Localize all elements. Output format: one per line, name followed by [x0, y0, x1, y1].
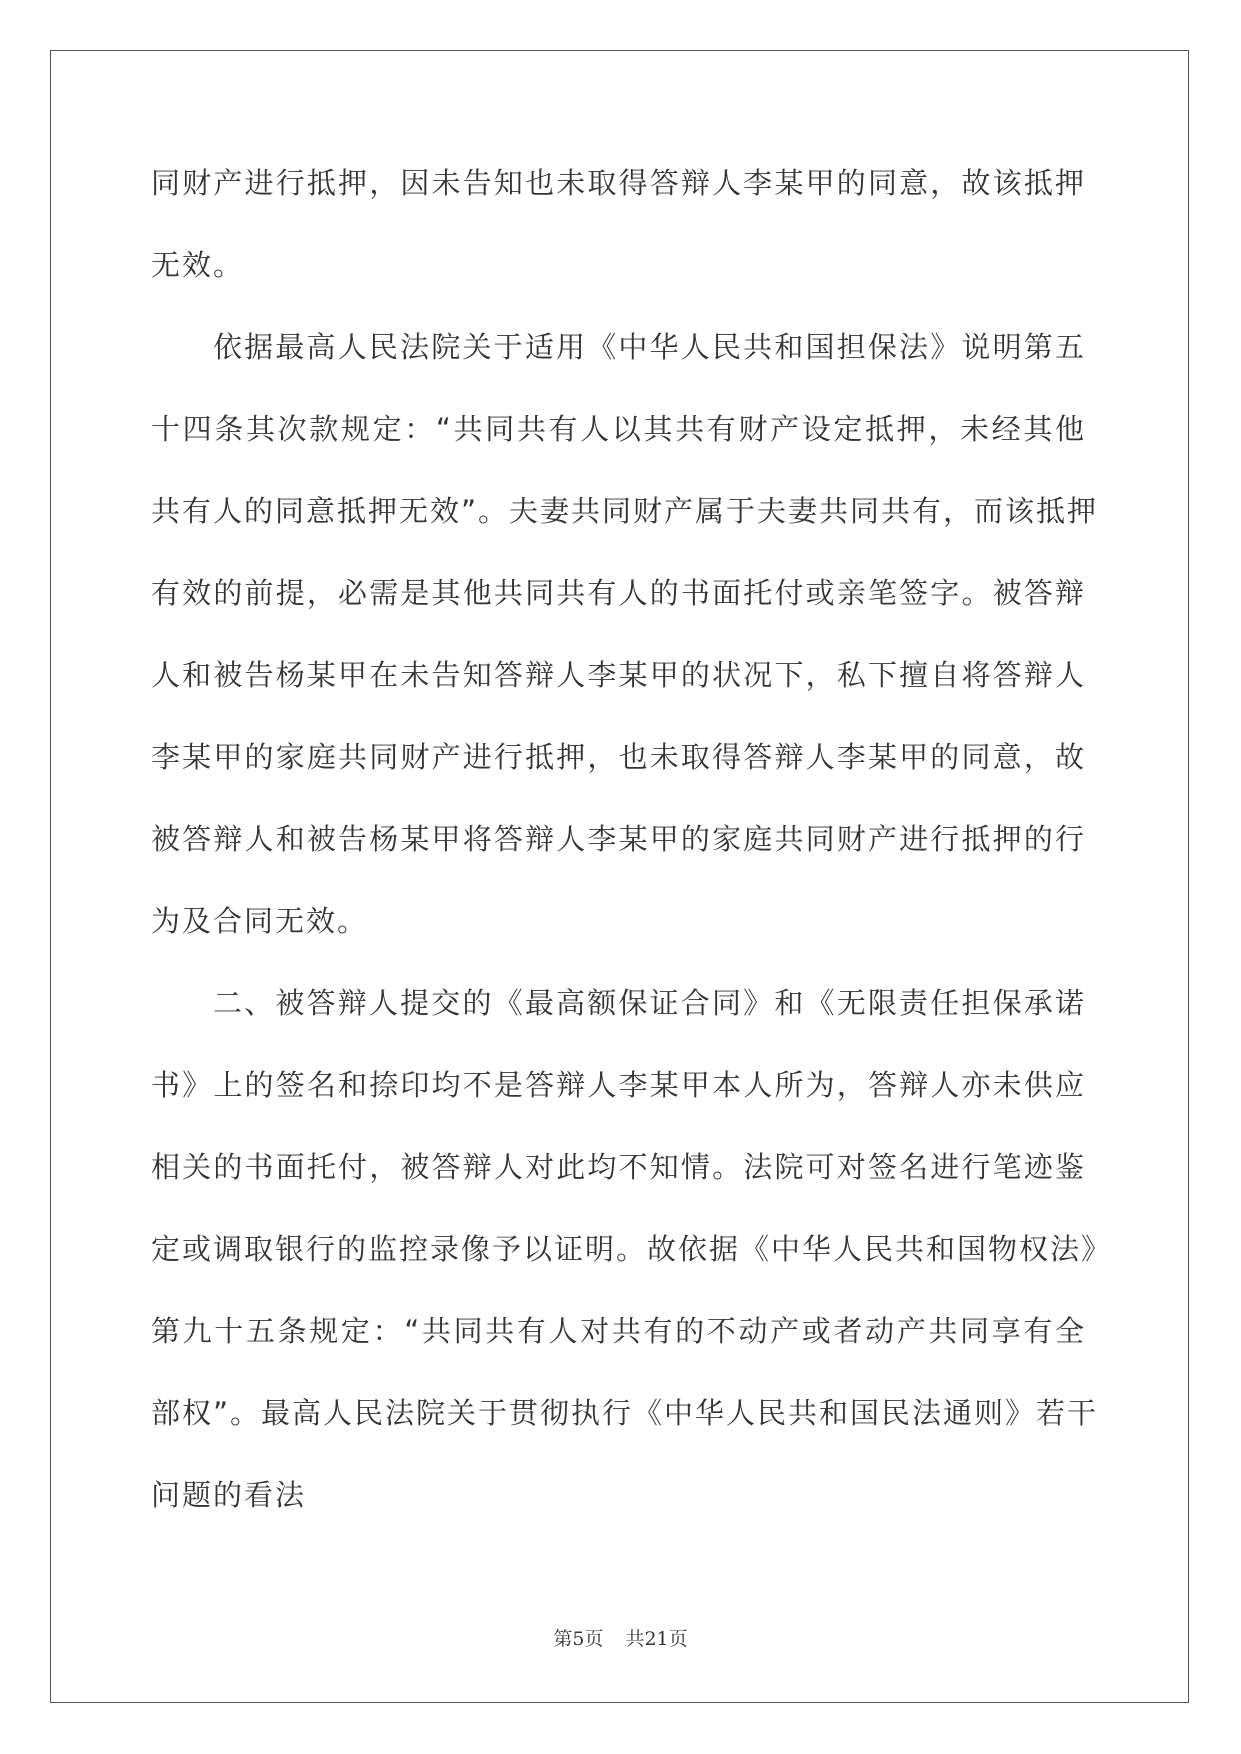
page-footer	[0, 1624, 1241, 1651]
paragraph-first-line: 依据最高人民法院关于适用《中华人民共和国担保法》说明第五	[213, 330, 1086, 364]
text-line: 第九十五条规定：“共同共有人对共有的不动产或者动产共同享有全	[151, 1314, 1086, 1348]
text-line: 共有人的同意抵押无效”。夫妻共同财产属于夫妻共同共有，而该抵押	[151, 494, 1099, 528]
text-line: 有效的前提，必需是其他共同共有人的书面托付或亲笔签字。被答辩	[151, 576, 1086, 610]
text-line: 人和被告杨某甲在未告知答辩人李某甲的状况下，私下擅自将答辩人	[151, 658, 1086, 692]
text-line: 十四条其次款规定：“共同共有人以其共有财产设定抵押，未经其他	[151, 412, 1086, 446]
document-body	[151, 163, 1113, 1557]
text-line: 问题的看法	[151, 1478, 307, 1512]
text-line: 相关的书面托付，被答辩人对此均不知情。法院可对签名进行笔迹鉴	[151, 1150, 1086, 1184]
text-line: 同财产进行抵押，因未告知也未取得答辩人李某甲的同意，故该抵押	[151, 166, 1086, 200]
text-line: 为及合同无效。	[151, 904, 369, 938]
paragraph-first-line: 二、被答辩人提交的《最高额保证合同》和《无限责任担保承诺	[213, 986, 1086, 1020]
text-line: 书》上的签名和捺印均不是答辩人李某甲本人所为，答辩人亦未供应	[151, 1068, 1086, 1102]
text-line: 部权”。最高人民法院关于贯彻执行《中华人民共和国民法通则》若干	[151, 1396, 1099, 1430]
text-line: 定或调取银行的监控录像予以证明。故依据《中华人民共和国物权法》	[151, 1232, 1113, 1266]
text-line: 无效。	[151, 248, 245, 282]
text-line: 被答辩人和被告杨某甲将答辩人李某甲的家庭共同财产进行抵押的行	[151, 822, 1086, 856]
page-total: 共21页	[625, 1628, 688, 1650]
text-line: 李某甲的家庭共同财产进行抵押，也未取得答辩人李某甲的同意，故	[151, 740, 1086, 774]
page-number: 第5页	[553, 1628, 604, 1650]
